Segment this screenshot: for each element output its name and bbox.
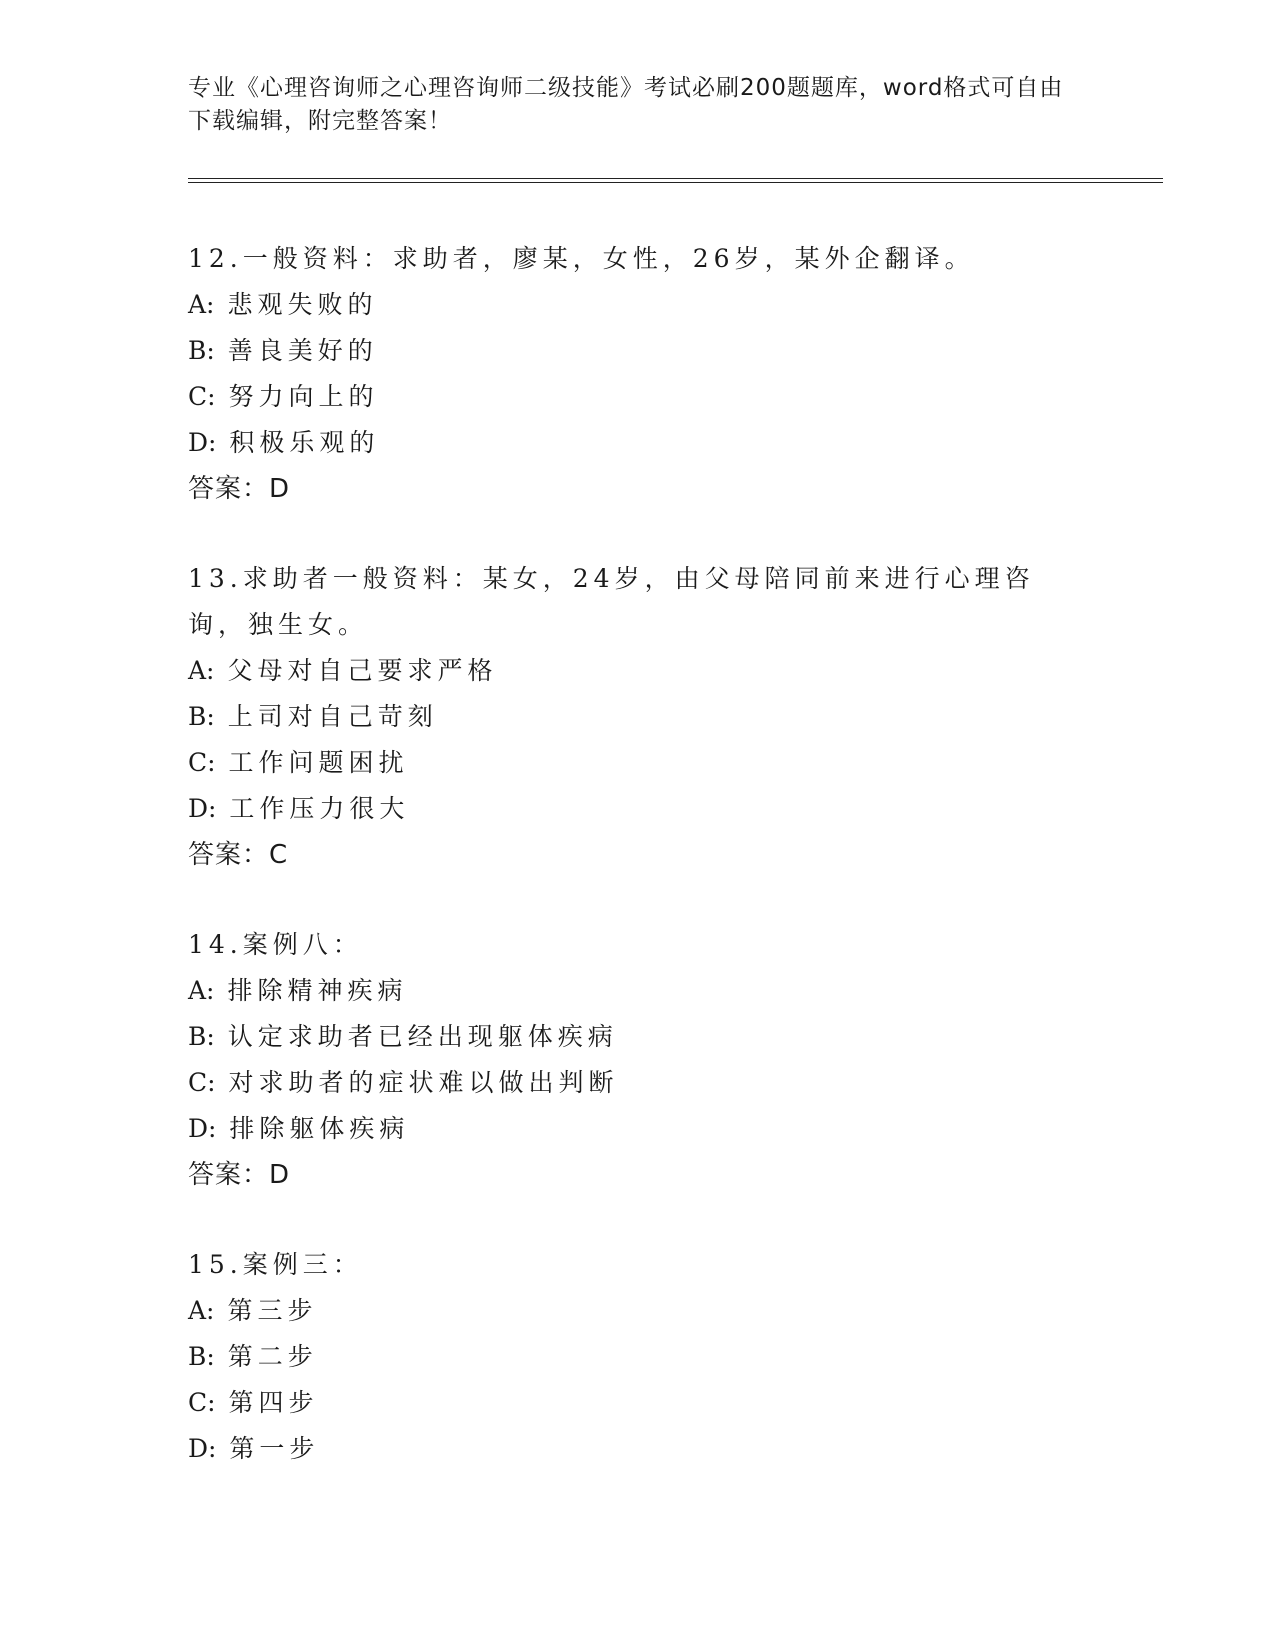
option-c [188,1380,1088,1426]
option-c [188,1060,1088,1106]
option-a [188,1288,1088,1334]
question-15 [188,1242,1088,1472]
option-text: 排除精神疾病 [227,976,408,1005]
option-c [188,740,1088,786]
option-text: 认定求助者已经出现躯体疾病 [227,1022,618,1051]
option-d [188,786,1088,832]
option-letter: B: [188,1342,215,1371]
option-b [188,1014,1088,1060]
option-letter: C: [188,748,216,777]
option-text: 工作压力很大 [229,794,410,823]
option-a [188,282,1088,328]
header-divider [188,178,1163,183]
option-text: 努力向上的 [228,382,379,411]
option-letter: D: [188,794,217,823]
question-stem: 15.案例三： [188,1250,363,1279]
answer-line: 答案：D [188,1160,291,1190]
question-stem: 12.一般资料：求助者，廖某，女性，26岁，某外企翻译。 [188,244,975,273]
option-letter: B: [188,1022,215,1051]
option-letter: A: [188,290,215,319]
question-stem: 13.求助者一般资料：某女，24岁，由父母陪同前来进行心理咨询，独生女。 [188,564,1035,639]
option-text: 父母对自己要求严格 [227,656,498,685]
option-letter: D: [188,428,217,457]
option-letter: A: [188,1296,215,1325]
option-letter: A: [188,656,215,685]
question-14 [188,922,1088,1198]
option-text: 对求助者的症状难以做出判断 [228,1068,619,1097]
option-text: 第一步 [229,1434,320,1463]
document-header: 专业《心理咨询师之心理咨询师二级技能》考试必刷200题题库，word格式可自由下载编辑，附完整答案！ [188,75,1064,134]
option-text: 悲观失败的 [227,290,378,319]
option-d [188,1106,1088,1152]
option-text: 善良美好的 [227,336,378,365]
answer-line: 答案：D [188,474,291,504]
question-list [188,236,1088,1516]
option-c [188,374,1088,420]
question-12 [188,236,1088,512]
option-d [188,420,1088,466]
option-text: 排除躯体疾病 [229,1114,410,1143]
option-a [188,968,1088,1014]
option-a [188,648,1088,694]
option-letter: D: [188,1114,217,1143]
option-letter: C: [188,382,216,411]
answer-line: 答案：C [188,840,289,870]
option-text: 工作问题困扰 [228,748,409,777]
option-letter: A: [188,976,215,1005]
option-letter: D: [188,1434,217,1463]
option-letter: C: [188,1388,216,1417]
option-text: 第二步 [227,1342,318,1371]
option-text: 第四步 [228,1388,319,1417]
option-b [188,328,1088,374]
option-b [188,1334,1088,1380]
option-letter: C: [188,1068,216,1097]
option-b [188,694,1088,740]
option-letter: B: [188,336,215,365]
option-text: 积极乐观的 [229,428,380,457]
option-text: 第三步 [227,1296,318,1325]
option-text: 上司对自己苛刻 [227,702,438,731]
question-stem: 14.案例八： [188,930,363,959]
question-13 [188,556,1088,878]
option-d [188,1426,1088,1472]
option-letter: B: [188,702,215,731]
